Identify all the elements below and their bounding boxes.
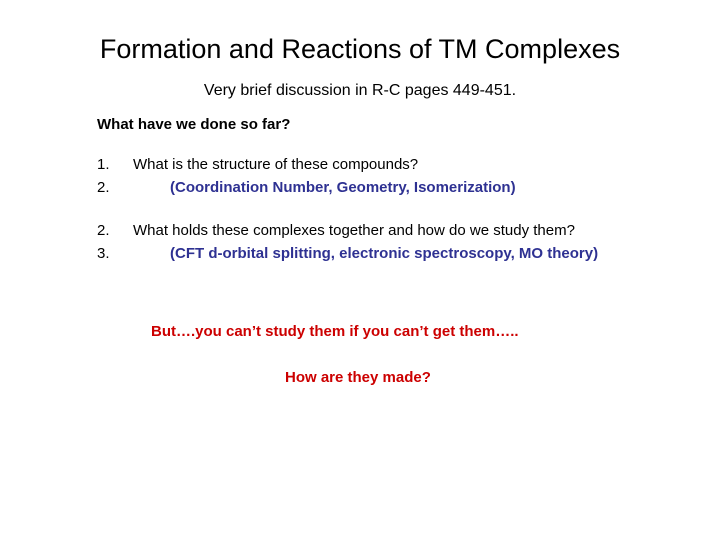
list-item-text: What is the structure of these compounds? [133, 156, 419, 173]
list-item-text: What holds these complexes together and how do we study them? [133, 222, 575, 239]
closing-question: How are they made? [285, 369, 431, 386]
list-item-detail: (Coordination Number, Geometry, Isomerization) [170, 179, 516, 196]
list-number: 2. [97, 222, 110, 239]
list-number: 1. [97, 156, 110, 173]
slide-title: Formation and Reactions of TM Complexes [99, 34, 621, 64]
emphasis-remark: But….you can’t study them if you can’t get them….. [151, 323, 519, 340]
question-heading: What have we done so far? [97, 116, 291, 133]
list-number: 2. [97, 179, 110, 196]
list-item-detail: (CFT d-orbital splitting, electronic spectroscopy, MO theory) [170, 245, 599, 262]
list-number: 3. [97, 245, 110, 262]
slide-subtitle: Very brief discussion in R-C pages 449-451. [203, 82, 517, 99]
